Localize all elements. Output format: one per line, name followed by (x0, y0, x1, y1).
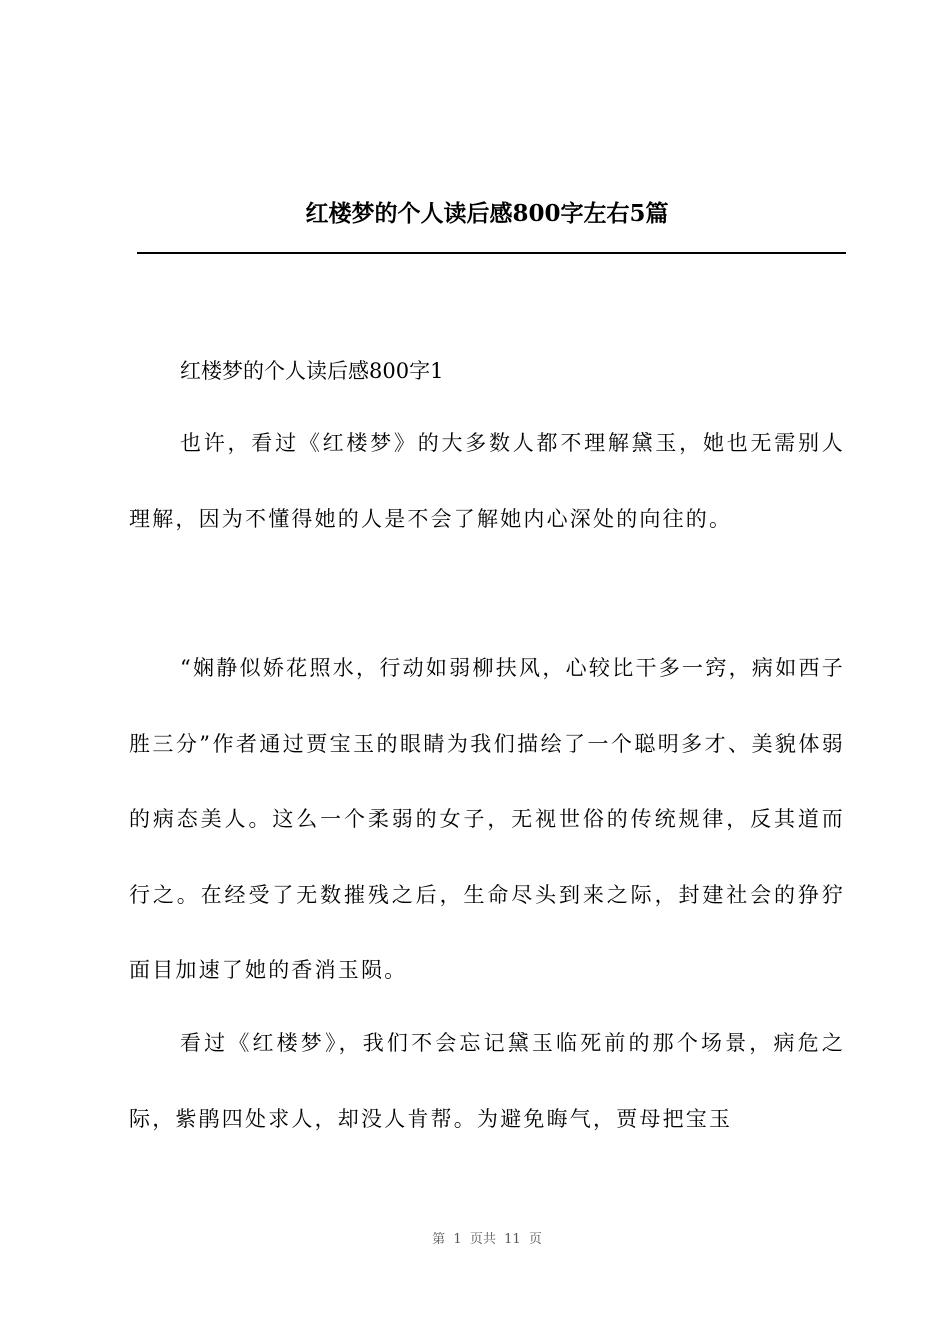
title-underline (137, 252, 846, 254)
paragraph-1: 也许，看过《红楼梦》的大多数人都不理解黛玉，她也无需别人理解，因为不懂得她的人是不会了解她内心深处的向往的。 (129, 431, 845, 531)
page-number-footer: 第 1 页共 11 页 (432, 1232, 542, 1247)
section-heading: 红楼梦的个人读后感800字1 (180, 359, 444, 383)
paragraph-2: “娴静似娇花照水，行动如弱柳扶风，心较比干多一窍，病如西子胜三分”作者通过贾宝玉的眼睛为我们描绘了一个聪明多才、美貌体弱的病态美人。这么一个柔弱的女子，无视世俗的传统规律，反其道而行之。在经受了无数摧残之后，生命尽头到来之际，封建社会的狰狞面目加速了她的香消玉陨。 (129, 656, 845, 982)
document-title: 红楼梦的个人读后感800字左右5篇 (305, 200, 669, 227)
paragraph-3: 看过《红楼梦》，我们不会忘记黛玉临死前的那个场景，病危之际，紫鹃四处求人，却没人肯帮。为避免晦气，贾母把宝玉 (129, 1031, 845, 1131)
